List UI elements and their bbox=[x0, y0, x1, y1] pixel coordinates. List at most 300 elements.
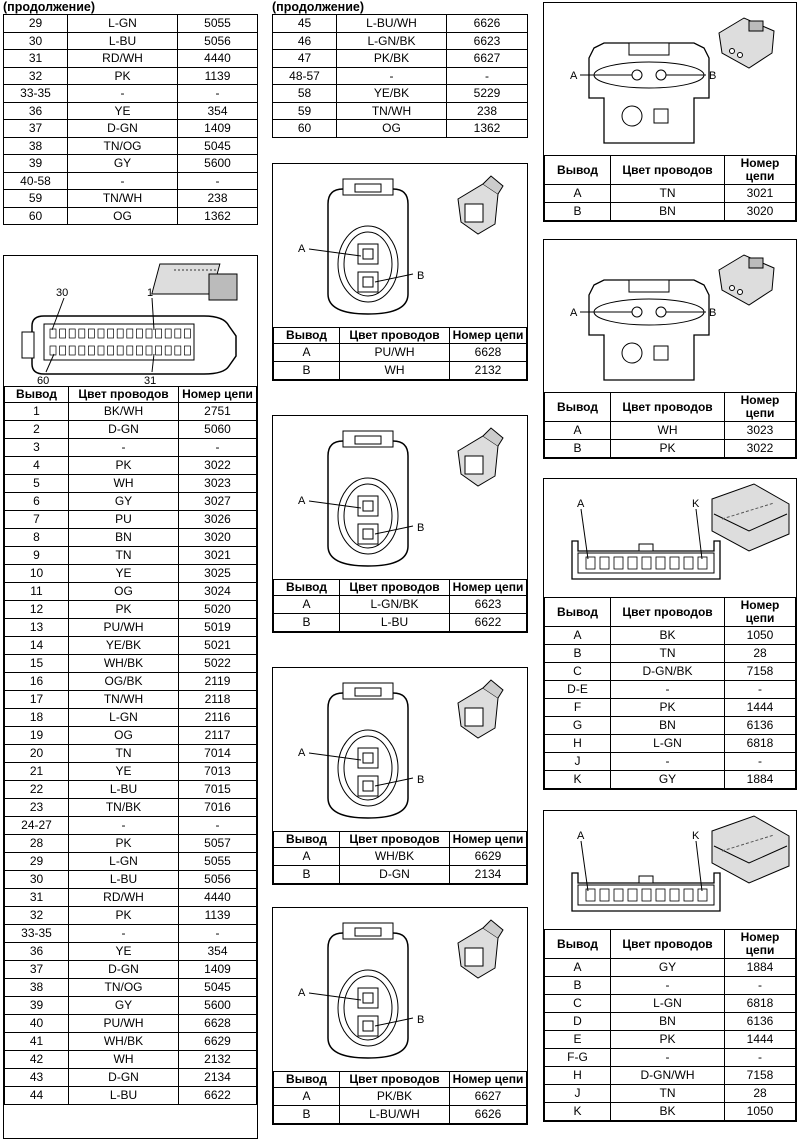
cell-pin: 1 bbox=[5, 403, 69, 421]
cell-pin: 60 bbox=[273, 120, 337, 138]
cell-circuit: - bbox=[725, 681, 796, 699]
table-row bbox=[4, 50, 258, 68]
cell-color: TN/BK bbox=[69, 799, 179, 817]
table-row bbox=[5, 853, 257, 871]
table-row bbox=[5, 511, 257, 529]
cell-pin: 43 bbox=[5, 1069, 69, 1087]
col-header-pin: Вывод bbox=[274, 832, 340, 848]
pin-label-a: A bbox=[577, 498, 585, 510]
table-row bbox=[4, 120, 258, 138]
cell-color: D-GN/WH bbox=[611, 1067, 725, 1085]
col-header-pin: Вывод bbox=[545, 930, 611, 959]
cell-color: D-GN bbox=[68, 120, 178, 138]
cell-pin: B bbox=[274, 362, 340, 380]
table-row bbox=[5, 421, 257, 439]
table-row bbox=[5, 655, 257, 673]
cell-pin: 41 bbox=[5, 1033, 69, 1051]
table-row bbox=[273, 120, 528, 138]
cell-pin: 36 bbox=[5, 943, 69, 961]
cell-color: D-GN bbox=[69, 421, 179, 439]
cell-pin: G bbox=[545, 717, 611, 735]
cell-pin: E bbox=[545, 1031, 611, 1049]
cell-pin: A bbox=[274, 344, 340, 362]
cell-circuit: - bbox=[447, 67, 528, 85]
cell-circuit: 2132 bbox=[450, 362, 527, 380]
table-row bbox=[4, 172, 258, 190]
pin-label-30: 30 bbox=[56, 287, 69, 299]
cell-circuit: 7016 bbox=[179, 799, 257, 817]
cell-pin: 28 bbox=[5, 835, 69, 853]
connector-3d-icon bbox=[719, 255, 774, 305]
cell-circuit: 1444 bbox=[725, 1031, 796, 1049]
table-row bbox=[545, 995, 796, 1013]
cell-circuit: 3020 bbox=[725, 203, 796, 221]
cell-pin: J bbox=[545, 753, 611, 771]
cell-pin: 6 bbox=[5, 493, 69, 511]
cell-pin: 31 bbox=[5, 889, 69, 907]
table-row bbox=[273, 67, 528, 85]
ten-pin-connector-drawing bbox=[544, 811, 796, 929]
cell-circuit: 6626 bbox=[447, 15, 528, 33]
cell-color: PK bbox=[68, 67, 178, 85]
cell-circuit: 7158 bbox=[725, 1067, 796, 1085]
table-row bbox=[5, 781, 257, 799]
table-row bbox=[545, 440, 796, 458]
table-row bbox=[5, 979, 257, 997]
cell-circuit: 1409 bbox=[178, 120, 258, 138]
cell-pin: 39 bbox=[5, 997, 69, 1015]
table-row bbox=[5, 997, 257, 1015]
cell-color: WH bbox=[69, 475, 179, 493]
cell-color: L-GN bbox=[611, 995, 725, 1013]
cell-pin: 17 bbox=[5, 691, 69, 709]
pin-label-a: A bbox=[570, 307, 578, 319]
ecm-connector-box bbox=[3, 255, 258, 1139]
cell-color: WH/BK bbox=[69, 1033, 179, 1051]
cell-color: PK/BK bbox=[340, 1088, 450, 1106]
cell-pin: 23 bbox=[5, 799, 69, 817]
cell-circuit: 5600 bbox=[179, 997, 257, 1015]
connector-3d-icon bbox=[458, 428, 503, 486]
cell-circuit: 1409 bbox=[179, 961, 257, 979]
cell-circuit: 5021 bbox=[179, 637, 257, 655]
cell-color: WH bbox=[69, 1051, 179, 1069]
table-row bbox=[273, 15, 528, 33]
cell-circuit: 2134 bbox=[450, 866, 527, 884]
table-row bbox=[4, 102, 258, 120]
table-row bbox=[5, 745, 257, 763]
table-row bbox=[5, 709, 257, 727]
table-row bbox=[5, 619, 257, 637]
cell-pin: 24-27 bbox=[5, 817, 69, 835]
cell-color: PK bbox=[611, 699, 725, 717]
cell-circuit: 3020 bbox=[179, 529, 257, 547]
cell-pin: A bbox=[274, 1088, 340, 1106]
cell-pin: 60 bbox=[4, 207, 68, 225]
col-header-circuit: Номер цепи bbox=[725, 393, 796, 422]
col-header-circuit: Номер цепи bbox=[450, 1072, 527, 1088]
cell-pin: 15 bbox=[5, 655, 69, 673]
cell-pin: 18 bbox=[5, 709, 69, 727]
cell-pin: A bbox=[274, 596, 340, 614]
cell-circuit: 6627 bbox=[450, 1088, 527, 1106]
cell-color: D-GN bbox=[69, 961, 179, 979]
cell-circuit: 6622 bbox=[450, 614, 527, 632]
table-row bbox=[5, 1033, 257, 1051]
col-header-color: Цвет проводов bbox=[340, 1072, 450, 1088]
cell-color: L-GN bbox=[611, 735, 725, 753]
cell-color: - bbox=[69, 817, 179, 835]
cell-circuit: 3023 bbox=[725, 422, 796, 440]
cell-circuit: 7014 bbox=[179, 745, 257, 763]
table-row bbox=[5, 637, 257, 655]
cell-color: TN bbox=[69, 547, 179, 565]
pin-label-b: B bbox=[417, 1014, 425, 1026]
sensor-connector-box-2 bbox=[543, 239, 797, 459]
connector-3d-icon bbox=[712, 484, 789, 551]
table-row bbox=[5, 943, 257, 961]
connector-3d-icon bbox=[458, 176, 503, 234]
cell-circuit: - bbox=[725, 753, 796, 771]
cell-color: PK bbox=[611, 1031, 725, 1049]
cell-color: OG/BK bbox=[69, 673, 179, 691]
table-row bbox=[545, 959, 796, 977]
cell-color: L-GN bbox=[68, 15, 178, 33]
col-header-pin: Вывод bbox=[5, 387, 69, 403]
pin-label-b: B bbox=[417, 522, 425, 534]
cell-circuit: 238 bbox=[447, 102, 528, 120]
cell-circuit: - bbox=[179, 439, 257, 457]
cell-pin: 38 bbox=[5, 979, 69, 997]
cell-color: L-BU/WH bbox=[337, 15, 447, 33]
cell-circuit: 7013 bbox=[179, 763, 257, 781]
cell-circuit: 1884 bbox=[725, 771, 796, 789]
table-row bbox=[274, 866, 527, 884]
table-row bbox=[5, 673, 257, 691]
col-header-pin: Вывод bbox=[274, 580, 340, 596]
cell-circuit: 6623 bbox=[447, 32, 528, 50]
cell-color: PK bbox=[69, 457, 179, 475]
table-row bbox=[5, 403, 257, 421]
col-header-color: Цвет проводов bbox=[340, 328, 450, 344]
cell-pin: 5 bbox=[5, 475, 69, 493]
cell-color: TN/WH bbox=[337, 102, 447, 120]
cell-circuit: 238 bbox=[178, 190, 258, 208]
ecm-connector-3d-icon bbox=[152, 264, 237, 300]
cell-pin: 47 bbox=[273, 50, 337, 68]
cell-circuit: 354 bbox=[178, 102, 258, 120]
cell-circuit: - bbox=[178, 172, 258, 190]
cell-color: - bbox=[69, 925, 179, 943]
cell-color: GY bbox=[69, 493, 179, 511]
cell-circuit: 6818 bbox=[725, 995, 796, 1013]
two-pin-connector-drawing bbox=[273, 908, 527, 1071]
cell-circuit: 7158 bbox=[725, 663, 796, 681]
cell-color: YE bbox=[69, 565, 179, 583]
cell-circuit: 6628 bbox=[179, 1015, 257, 1033]
cell-circuit: 6622 bbox=[179, 1087, 257, 1105]
ecm-connector-drawing bbox=[4, 256, 257, 386]
cell-circuit: 3024 bbox=[179, 583, 257, 601]
cell-pin: 29 bbox=[5, 853, 69, 871]
connector-3d-icon bbox=[458, 920, 503, 978]
cell-pin: 33-35 bbox=[5, 925, 69, 943]
cell-color: PU bbox=[69, 511, 179, 529]
cell-pin: A bbox=[545, 422, 611, 440]
cell-color: BK bbox=[611, 1103, 725, 1121]
cell-color: TN/OG bbox=[68, 137, 178, 155]
table-row bbox=[545, 645, 796, 663]
sensor-connector-box-1 bbox=[543, 2, 797, 222]
cell-circuit: 1139 bbox=[179, 907, 257, 925]
cell-color: GY bbox=[611, 959, 725, 977]
table-row bbox=[273, 102, 528, 120]
cell-color: L-BU bbox=[69, 1087, 179, 1105]
connector-box-2 bbox=[272, 415, 528, 633]
col-header-circuit: Номер цепи bbox=[725, 598, 796, 627]
cell-circuit: 2117 bbox=[179, 727, 257, 745]
cell-color: L-GN/BK bbox=[337, 32, 447, 50]
cell-circuit: 4440 bbox=[179, 889, 257, 907]
cell-circuit: - bbox=[178, 85, 258, 103]
table-row bbox=[5, 835, 257, 853]
connector-face-icon bbox=[572, 873, 720, 911]
cell-pin: 58 bbox=[273, 85, 337, 103]
cell-color: OG bbox=[69, 583, 179, 601]
col-header-circuit: Номер цепи bbox=[179, 387, 257, 403]
cell-pin: 14 bbox=[5, 637, 69, 655]
table-row bbox=[545, 422, 796, 440]
pin-label-b: B bbox=[709, 70, 717, 82]
cell-color: - bbox=[611, 753, 725, 771]
table-row bbox=[4, 155, 258, 173]
table-row bbox=[5, 601, 257, 619]
cell-color: RD/WH bbox=[69, 889, 179, 907]
table-row bbox=[274, 614, 527, 632]
table-row bbox=[274, 362, 527, 380]
cell-circuit: 2118 bbox=[179, 691, 257, 709]
cell-color: TN bbox=[611, 185, 725, 203]
cell-color: RD/WH bbox=[68, 50, 178, 68]
table-continuation-2 bbox=[272, 14, 528, 138]
cell-color: YE bbox=[69, 943, 179, 961]
cell-color: BK bbox=[611, 627, 725, 645]
connector-face-icon bbox=[572, 541, 720, 579]
col-header-color: Цвет проводов bbox=[611, 598, 725, 627]
cell-color: GY bbox=[69, 997, 179, 1015]
table-row bbox=[5, 565, 257, 583]
cell-color: - bbox=[611, 1049, 725, 1067]
cell-pin: A bbox=[545, 185, 611, 203]
cell-color: PK bbox=[69, 907, 179, 925]
table-row bbox=[545, 1085, 796, 1103]
cell-pin: 40 bbox=[5, 1015, 69, 1033]
cell-pin: 16 bbox=[5, 673, 69, 691]
table-row bbox=[5, 889, 257, 907]
col-header-circuit: Номер цепи bbox=[725, 156, 796, 185]
cell-pin: 59 bbox=[4, 190, 68, 208]
cell-circuit: 6626 bbox=[450, 1106, 527, 1124]
cell-color: TN/OG bbox=[69, 979, 179, 997]
cell-color: - bbox=[69, 439, 179, 457]
table-row bbox=[4, 67, 258, 85]
table-row bbox=[274, 1088, 527, 1106]
cell-color: L-BU bbox=[69, 871, 179, 889]
sensor-connector-drawing bbox=[544, 240, 796, 392]
connector-face-icon bbox=[589, 43, 709, 143]
cell-pin: 45 bbox=[273, 15, 337, 33]
pin-label-a: A bbox=[298, 243, 306, 255]
col-header-color: Цвет проводов bbox=[69, 387, 179, 403]
cell-pin: 39 bbox=[4, 155, 68, 173]
cell-pin: K bbox=[545, 771, 611, 789]
connector-3d-icon bbox=[719, 18, 774, 68]
cell-circuit: 28 bbox=[725, 1085, 796, 1103]
pin-label-a: A bbox=[570, 70, 578, 82]
cell-pin: 36 bbox=[4, 102, 68, 120]
cell-circuit: 6629 bbox=[450, 848, 527, 866]
cell-circuit: 5055 bbox=[178, 15, 258, 33]
table-row bbox=[274, 596, 527, 614]
cell-color: D-GN/BK bbox=[611, 663, 725, 681]
table-row bbox=[545, 1103, 796, 1121]
cell-pin: A bbox=[545, 959, 611, 977]
cell-circuit: 1444 bbox=[725, 699, 796, 717]
cell-color: GY bbox=[68, 155, 178, 173]
table-row bbox=[545, 1067, 796, 1085]
cell-circuit: 6629 bbox=[179, 1033, 257, 1051]
cell-pin: A bbox=[545, 627, 611, 645]
cell-circuit: 5056 bbox=[179, 871, 257, 889]
table-continuation-1 bbox=[3, 14, 258, 225]
cell-color: PU/WH bbox=[69, 619, 179, 637]
col-header-circuit: Номер цепи bbox=[450, 832, 527, 848]
cell-circuit: 3022 bbox=[179, 457, 257, 475]
ten-pin-connector-drawing bbox=[544, 479, 796, 597]
cell-pin: 29 bbox=[4, 15, 68, 33]
continuation-header-2: (продолжение) bbox=[272, 0, 365, 14]
cell-pin: 38 bbox=[4, 137, 68, 155]
cell-circuit: 1050 bbox=[725, 1103, 796, 1121]
cell-color: D-GN bbox=[340, 866, 450, 884]
cell-pin: 59 bbox=[273, 102, 337, 120]
table-row bbox=[273, 50, 528, 68]
cell-color: TN/WH bbox=[69, 691, 179, 709]
cell-circuit: 5055 bbox=[179, 853, 257, 871]
cell-color: - bbox=[337, 67, 447, 85]
cell-pin: B bbox=[274, 866, 340, 884]
cell-circuit: 6136 bbox=[725, 717, 796, 735]
cell-color: BK/WH bbox=[69, 403, 179, 421]
cell-color: WH/BK bbox=[69, 655, 179, 673]
cell-pin: 48-57 bbox=[273, 67, 337, 85]
table-row bbox=[4, 15, 258, 33]
col-header-color: Цвет проводов bbox=[340, 832, 450, 848]
cell-pin: 8 bbox=[5, 529, 69, 547]
two-pin-connector-drawing bbox=[273, 668, 527, 831]
table-row bbox=[545, 735, 796, 753]
cell-circuit: 354 bbox=[179, 943, 257, 961]
pin-label-31: 31 bbox=[144, 375, 157, 386]
table-row bbox=[545, 627, 796, 645]
table-row bbox=[5, 925, 257, 943]
cell-circuit: 5045 bbox=[178, 137, 258, 155]
cell-color: OG bbox=[337, 120, 447, 138]
table-row bbox=[5, 763, 257, 781]
cell-circuit: 5056 bbox=[178, 32, 258, 50]
connector-face-icon bbox=[328, 431, 408, 566]
pin-label-b: B bbox=[417, 774, 425, 786]
ten-pin-connector-box-2 bbox=[543, 810, 797, 1122]
table-row bbox=[545, 185, 796, 203]
table-row bbox=[4, 85, 258, 103]
cell-color: - bbox=[68, 85, 178, 103]
table-row bbox=[274, 344, 527, 362]
connector-3d-icon bbox=[712, 816, 789, 883]
connector-box-1 bbox=[272, 163, 528, 381]
continuation-header-1: (продолжение) bbox=[3, 0, 96, 14]
col-header-circuit: Номер цепи bbox=[450, 580, 527, 596]
cell-pin: D bbox=[545, 1013, 611, 1031]
table-row bbox=[5, 727, 257, 745]
pin-label-a: A bbox=[577, 830, 585, 842]
cell-color: BN bbox=[69, 529, 179, 547]
cell-pin: K bbox=[545, 1103, 611, 1121]
cell-pin: 12 bbox=[5, 601, 69, 619]
cell-pin: 37 bbox=[5, 961, 69, 979]
col-header-color: Цвет проводов bbox=[611, 156, 725, 185]
cell-color: BN bbox=[611, 1013, 725, 1031]
table-row bbox=[5, 583, 257, 601]
table-row bbox=[545, 699, 796, 717]
cell-circuit: 6818 bbox=[725, 735, 796, 753]
two-pin-connector-drawing bbox=[273, 164, 527, 327]
cell-color: BN bbox=[611, 203, 725, 221]
cell-color: PU/WH bbox=[340, 344, 450, 362]
cell-color: WH bbox=[340, 362, 450, 380]
cell-circuit: 1362 bbox=[178, 207, 258, 225]
cell-pin: D-E bbox=[545, 681, 611, 699]
cell-pin: 31 bbox=[4, 50, 68, 68]
cell-circuit: - bbox=[725, 977, 796, 995]
cell-pin: 42 bbox=[5, 1051, 69, 1069]
cell-color: L-BU/WH bbox=[340, 1106, 450, 1124]
cell-color: L-BU bbox=[340, 614, 450, 632]
cell-color: L-GN bbox=[69, 709, 179, 727]
cell-color: WH bbox=[611, 422, 725, 440]
table-row bbox=[273, 32, 528, 50]
cell-pin: B bbox=[545, 977, 611, 995]
cell-circuit: 6623 bbox=[450, 596, 527, 614]
col-header-color: Цвет проводов bbox=[611, 930, 725, 959]
pin-label-k: K bbox=[692, 830, 700, 842]
cell-pin: F-G bbox=[545, 1049, 611, 1067]
table-row bbox=[5, 457, 257, 475]
cell-circuit: - bbox=[179, 817, 257, 835]
table-row bbox=[5, 529, 257, 547]
cell-circuit: 2116 bbox=[179, 709, 257, 727]
pin-label-k: K bbox=[692, 498, 700, 510]
pin-label-a: A bbox=[298, 747, 306, 759]
col-header-pin: Вывод bbox=[545, 393, 611, 422]
table-row bbox=[5, 475, 257, 493]
pin-label-a: A bbox=[298, 987, 306, 999]
cell-circuit: 6628 bbox=[450, 344, 527, 362]
cell-pin: 33-35 bbox=[4, 85, 68, 103]
cell-circuit: 5022 bbox=[179, 655, 257, 673]
pin-label-b: B bbox=[417, 270, 425, 282]
cell-circuit: 6627 bbox=[447, 50, 528, 68]
